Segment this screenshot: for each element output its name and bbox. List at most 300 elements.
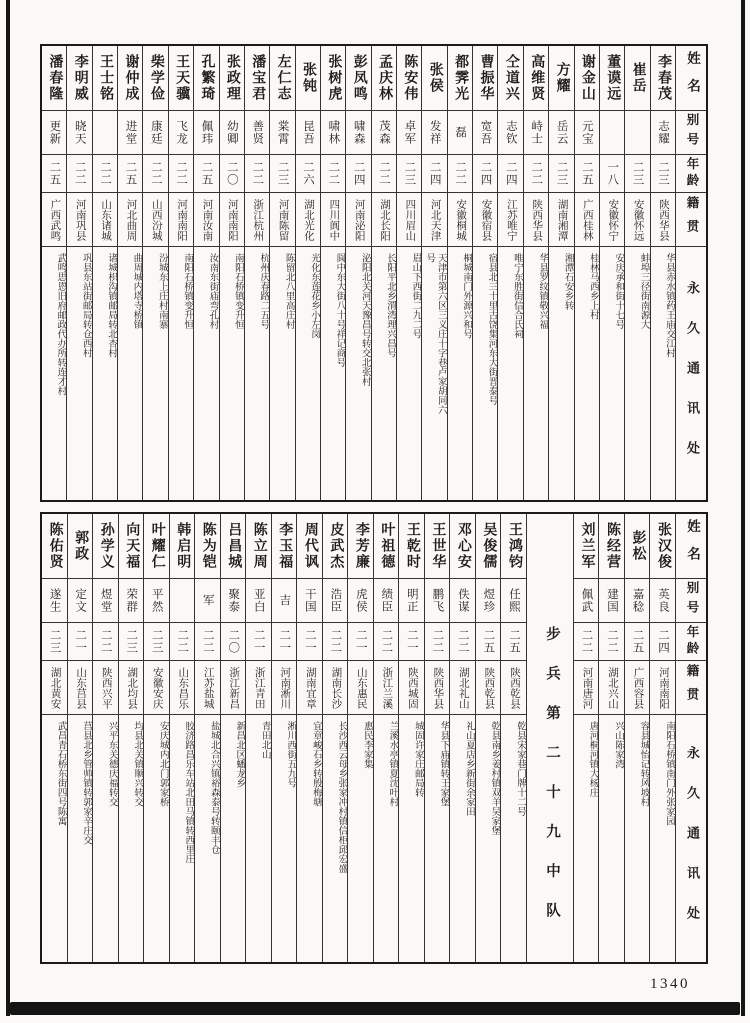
person-column: [574, 46, 599, 500]
person-name: 陈为铠: [200, 522, 216, 570]
person-age: 二五: [194, 154, 218, 192]
person-column: [194, 514, 220, 962]
person-origin: 安徽怀远: [625, 192, 649, 246]
person-age: 二三: [397, 154, 421, 192]
person-age: 二一: [272, 622, 297, 660]
person-column: [245, 514, 271, 962]
person-age: 二三: [270, 154, 294, 192]
person-address-text: 长阳平北乡渭湾理兴昌号: [385, 253, 396, 358]
person-address: [450, 714, 475, 962]
header-name-label: 姓名: [685, 50, 700, 106]
header-origin-label: 籍贯: [676, 660, 706, 714]
person-alias: 峙士: [524, 110, 548, 154]
person-age: 二四: [346, 154, 370, 192]
person-name: 高维贤: [529, 54, 545, 102]
person-origin: 浙江兰溪: [374, 660, 399, 714]
header-address-label: 永久通讯处: [676, 714, 706, 962]
person-address: [473, 246, 497, 500]
person-age: 二二: [450, 622, 475, 660]
person-name: 都霁光: [453, 54, 469, 102]
person-name: 董谟远: [605, 54, 621, 102]
person-address: [599, 714, 624, 962]
person-address-text: 南阳石桥镇变升恒: [232, 253, 243, 329]
person-address: [118, 246, 142, 500]
person-address: [321, 246, 345, 500]
person-column: [447, 46, 472, 500]
header-column: [675, 46, 706, 500]
person-column: [398, 514, 424, 962]
person-column: [92, 46, 117, 500]
person-column: [371, 46, 396, 500]
person-column: [269, 46, 294, 500]
person-address: [448, 246, 472, 500]
person-alias: 飞龙: [169, 110, 193, 154]
person-origin: 湖北均县: [119, 660, 144, 714]
person-origin: 山东莒县: [68, 660, 93, 714]
person-age: 二二: [67, 154, 91, 192]
person-name: 李玉福: [277, 522, 293, 570]
person-name: 李春茂: [656, 54, 671, 102]
person-origin: 陕西乾县: [476, 660, 501, 714]
person-origin: 河南泌阳: [346, 192, 370, 246]
person-column: [472, 46, 497, 500]
person-address: [575, 246, 599, 500]
person-name: 王天骥: [174, 54, 190, 102]
person-origin: 浙江杭州: [245, 192, 269, 246]
person-name: 陈佑贤: [47, 522, 63, 570]
person-address-text: 青田北山: [259, 721, 270, 759]
person-address-text: 盐城北合兴镇裕森泰号转颐丰仓: [208, 721, 219, 854]
person-column: [118, 514, 144, 962]
person-column: [271, 514, 297, 962]
person-address: [296, 246, 320, 500]
person-alias: 幼卿: [220, 110, 244, 154]
person-address-text: 华县赤水镇药王庙交江村: [664, 253, 674, 358]
person-alias: 宽吾: [473, 110, 497, 154]
person-address: [297, 714, 322, 962]
person-name: 彭松: [630, 530, 646, 562]
person-column: [142, 46, 167, 500]
person-age: 二四: [498, 154, 522, 192]
person-alias: 鹏飞: [425, 578, 450, 622]
person-address: [195, 714, 220, 962]
person-origin: 江苏唯宁: [498, 192, 522, 246]
person-alias: 卓军: [397, 110, 421, 154]
person-age: 二二: [321, 154, 345, 192]
person-name: 郭政: [73, 530, 89, 562]
person-column: [449, 514, 475, 962]
person-address: [397, 246, 421, 500]
person-alias: [625, 110, 649, 154]
person-column: [92, 514, 118, 962]
person-origin: 河北曲周: [118, 192, 142, 246]
person-column: [424, 514, 450, 962]
person-address: [524, 246, 548, 500]
person-name: 曹振华: [478, 54, 494, 102]
person-address-text: 均县北关镇顺兴转交: [132, 721, 143, 807]
person-address: [220, 246, 244, 500]
person-address: [194, 246, 218, 500]
person-column: [66, 46, 91, 500]
person-address: [323, 714, 348, 962]
person-origin: 浙江青田: [246, 660, 271, 714]
person-name: 刘兰军: [579, 522, 595, 570]
person-address: [143, 246, 167, 500]
person-age: 二二: [323, 622, 348, 660]
person-name: 张钝: [300, 62, 316, 94]
scan-edge-bottom: [10, 1002, 740, 1015]
person-age: 二二: [425, 622, 450, 660]
person-name: 张树虎: [326, 54, 342, 102]
person-address-text: 安庆承和街十七号: [613, 253, 624, 329]
person-name: 叶祖德: [379, 522, 395, 570]
person-age: 二一: [297, 622, 322, 660]
person-origin: 河南南阳: [650, 660, 675, 714]
person-address: [651, 246, 675, 500]
person-alias: 晓天: [67, 110, 91, 154]
person-origin: 湖南长沙: [323, 660, 348, 714]
person-address-text: 武鸣思恩旧府邮政代办所转连才村: [55, 253, 66, 396]
person-address-text: 兴平东关德庆福转交: [106, 721, 117, 807]
person-column: [169, 514, 195, 962]
person-address-text: 南阳石桥镇南门外张家园: [664, 721, 674, 826]
person-name: 孙学义: [98, 522, 114, 570]
person-address: [348, 714, 373, 962]
person-name: 邓心安: [455, 522, 471, 570]
person-alias: 进堂: [118, 110, 142, 154]
person-name: 张汉俊: [656, 522, 671, 570]
person-name: 张侯: [427, 62, 443, 94]
person-address: [144, 714, 169, 962]
person-alias: [600, 110, 624, 154]
person-age: 二三: [651, 154, 675, 192]
person-name: 陈经营: [604, 522, 620, 570]
person-address-text: 城固许家庄邮局转: [412, 721, 423, 797]
person-column: [599, 46, 624, 500]
person-origin: 陕西城固: [399, 660, 424, 714]
person-address: [221, 714, 246, 962]
person-name: 叶耀仁: [149, 522, 165, 570]
person-address: [625, 246, 649, 500]
person-age: 二三: [549, 154, 573, 192]
person-address: [650, 714, 675, 962]
person-address-text: 泌阳北关河天豫昌号转交北张村: [359, 253, 370, 386]
person-address-text: 惠民李家集: [361, 721, 372, 769]
person-name: 左仁志: [275, 54, 291, 102]
person-age: 二三: [42, 622, 67, 660]
person-origin: 河南南阳: [169, 192, 193, 246]
person-origin: 山东昌乐: [170, 660, 195, 714]
person-column: [373, 514, 399, 962]
person-age: 二五: [625, 622, 650, 660]
person-alias: 昆吾: [296, 110, 320, 154]
person-origin: 湖北兴山: [599, 660, 624, 714]
person-address-text: 蚌埠三径街南源大: [638, 253, 649, 329]
person-alias: 建国: [599, 578, 624, 622]
person-column: [244, 46, 269, 500]
roster-table-top: [40, 44, 708, 502]
person-column: [193, 46, 218, 500]
person-name: 潘宝君: [250, 54, 266, 102]
person-alias: 嘉稔: [625, 578, 650, 622]
person-age: 二五: [42, 154, 66, 192]
person-age: 二二: [169, 154, 193, 192]
person-column: [143, 514, 169, 962]
person-column: [42, 514, 67, 962]
person-origin: 四川眉山: [397, 192, 421, 246]
person-origin: 湖南宜章: [297, 660, 322, 714]
person-age: 二二: [524, 154, 548, 192]
person-alias: 康廷: [143, 110, 167, 154]
person-address: [422, 246, 446, 500]
person-column: [396, 46, 421, 500]
person-address: [119, 714, 144, 962]
person-address: [346, 246, 370, 500]
person-address: [170, 714, 195, 962]
person-name: 谢金山: [579, 54, 595, 102]
person-alias: 任熙: [501, 578, 526, 622]
person-name: 李明威: [72, 54, 88, 102]
roster-table-bottom: [40, 512, 708, 964]
person-name: 韩启明: [175, 522, 191, 570]
person-origin: 山东诸城: [93, 192, 117, 246]
person-alias: 元宝: [575, 110, 599, 154]
person-address: [549, 246, 573, 500]
person-address-text: 天津市第六区三义庄十字巷卢家胡同六号: [424, 253, 446, 415]
person-alias: 善贤: [245, 110, 269, 154]
person-column: [320, 46, 345, 500]
person-address-text: 礼山夏店乡新街余家田: [463, 721, 474, 816]
person-age: 二〇: [220, 154, 244, 192]
person-column: [650, 46, 675, 500]
person-alias: 平然: [144, 578, 169, 622]
person-address-text: 巩县东站街邮局转仓西村: [80, 253, 91, 358]
person-alias: 定文: [68, 578, 93, 622]
person-column: [295, 46, 320, 500]
person-origin: 湖北长阳: [372, 192, 396, 246]
person-age: 二四: [473, 154, 497, 192]
person-origin: 湖北黄安: [42, 660, 67, 714]
page-number: 1340: [650, 976, 690, 992]
person-age: 二五: [575, 154, 599, 192]
person-address: [574, 714, 599, 962]
person-name: 谢仲成: [123, 54, 139, 102]
person-address: [399, 714, 424, 962]
person-origin: 安徽宿县: [473, 192, 497, 246]
person-column: [548, 46, 573, 500]
person-address-text: 胶济路昌乐车站北田马镇转西里庄: [183, 721, 194, 864]
person-name: 王士铭: [98, 54, 114, 102]
person-origin: 陕西兴平: [93, 660, 118, 714]
person-column: [624, 46, 649, 500]
person-alias: 啸林: [321, 110, 345, 154]
person-age: 二五: [118, 154, 142, 192]
person-alias: 绩臣: [374, 578, 399, 622]
person-origin: 山西汾城: [143, 192, 167, 246]
person-age: 二二: [170, 622, 195, 660]
person-alias: 煜堂: [93, 578, 118, 622]
person-name: 王鸿钧: [506, 522, 522, 570]
person-origin: 安徽桐城: [448, 192, 472, 246]
person-column: [345, 46, 370, 500]
person-address-text: 宜章峻石乡转殷梅塘: [310, 721, 321, 807]
person-address: [372, 246, 396, 500]
person-alias: 煜珍: [476, 578, 501, 622]
person-name: 陈立周: [251, 522, 267, 570]
person-origin: 陕西华县: [425, 660, 450, 714]
person-address: [93, 714, 118, 962]
person-name: 潘春隆: [47, 54, 63, 102]
person-alias: 茂森: [372, 110, 396, 154]
person-name: 陈安伟: [402, 54, 418, 102]
person-alias: 佩武: [574, 578, 599, 622]
person-name: 彭凤鸣: [351, 54, 367, 102]
person-address-text: 宿县北三十里古饶集河东大街晋泰号: [486, 253, 497, 405]
person-address: [93, 246, 117, 500]
person-alias: 磊: [448, 110, 472, 154]
header-address-label: 永久通讯处: [676, 246, 706, 500]
person-alias: 佚谋: [450, 578, 475, 622]
person-address-text: 唐河桐河镇大杨庄: [587, 721, 598, 797]
person-column: [497, 46, 522, 500]
person-alias: 佩玮: [194, 110, 218, 154]
person-age: 二六: [296, 154, 320, 192]
person-age: 二二: [374, 622, 399, 660]
person-age: 二一: [68, 622, 93, 660]
person-address-text: 安庆城内北门郭家桥: [157, 721, 168, 807]
person-address: [246, 714, 271, 962]
person-column: [220, 514, 246, 962]
person-origin: 江苏盐城: [195, 660, 220, 714]
person-address-text: 兰溪水亭镇夏沈叶村: [387, 721, 398, 807]
person-address: [245, 246, 269, 500]
person-alias: 明正: [399, 578, 424, 622]
person-address-text: 诸城枳沟镇邮局转北杏村: [106, 253, 117, 358]
person-address-text: 乾县宋家巷门牌十二号: [514, 721, 525, 816]
person-address-text: 华县罗纹镇敬兴福: [537, 253, 548, 329]
person-alias: 志耀: [651, 110, 675, 154]
person-origin: 湖南湘潭: [549, 192, 573, 246]
person-address-text: 华县下庙镇转王家堡: [438, 721, 449, 807]
person-alias: 军: [195, 578, 220, 622]
person-origin: 河南陈留: [270, 192, 294, 246]
person-alias: 英良: [650, 578, 675, 622]
person-address-text: 陈留北八里高庄村: [283, 253, 294, 329]
person-alias: 吉: [272, 578, 297, 622]
person-name: 孔繁琦: [199, 54, 215, 102]
person-column: [523, 46, 548, 500]
header-age-label: 年龄: [676, 622, 706, 660]
person-name: 吴俊儒: [481, 522, 497, 570]
person-alias: 亚白: [246, 578, 271, 622]
person-column: [421, 46, 446, 500]
person-column: [42, 46, 66, 500]
person-name: 王世华: [430, 522, 446, 570]
person-address: [67, 246, 91, 500]
person-column: [475, 514, 501, 962]
person-age: 二二: [195, 622, 220, 660]
person-origin: 河南唐河: [574, 660, 599, 714]
person-column: [347, 514, 373, 962]
person-alias: 浩臣: [323, 578, 348, 622]
person-address: [476, 714, 501, 962]
person-address-text: 长沙西云母乡张家冲村镇信柜邱宏盛: [336, 721, 347, 873]
person-name: 皮武杰: [328, 522, 344, 570]
person-address: [272, 714, 297, 962]
person-name: 向天福: [124, 522, 140, 570]
person-address-text: 桂林马西乡上村: [587, 253, 598, 320]
person-origin: 陕西华县: [651, 192, 675, 246]
header-alias-label: 别号: [676, 578, 706, 622]
person-age: 二二: [93, 154, 117, 192]
person-address: [498, 246, 522, 500]
person-address-text: 汝南东街庙弯孔村: [207, 253, 218, 329]
person-address: [600, 246, 624, 500]
person-alias: 发祥: [422, 110, 446, 154]
person-origin: 河南汝南: [194, 192, 218, 246]
person-address-text: 兴山陈家湾: [612, 721, 623, 769]
person-address-text: 光化东莲花乡小左岗: [308, 253, 319, 339]
person-age: 二二: [143, 154, 167, 192]
person-age: 二一: [399, 622, 424, 660]
person-name: 吕昌城: [226, 522, 242, 570]
person-column: [117, 46, 142, 500]
person-alias: [93, 110, 117, 154]
header-column: [675, 514, 706, 962]
scan-edge-right: [741, 0, 745, 1016]
person-origin: 河北天津: [422, 192, 446, 246]
person-alias: 志钦: [498, 110, 522, 154]
person-name: 张政理: [224, 54, 240, 102]
person-alias: 岳云: [549, 110, 573, 154]
person-alias: [170, 578, 195, 622]
person-address-text: 莒县北乡管帅镇转郭家辛庄交: [81, 721, 92, 845]
person-column: [573, 514, 599, 962]
person-address-text: 桐城南门外源兴和号: [461, 253, 472, 339]
person-address: [270, 246, 294, 500]
person-address: [625, 714, 650, 962]
scan-edge-left: [6, 0, 10, 1016]
person-origin: 湖北光化: [296, 192, 320, 246]
person-address: [425, 714, 450, 962]
person-age: 二三: [625, 154, 649, 192]
person-column: [219, 46, 244, 500]
person-age: 二〇: [221, 622, 246, 660]
person-column: [624, 514, 650, 962]
person-origin: 广西武鸣: [42, 192, 66, 246]
header-name-label: 姓名: [685, 518, 700, 574]
person-alias: 虎侯: [348, 578, 373, 622]
person-age: 二二: [599, 622, 624, 660]
person-address: [68, 714, 93, 962]
person-alias: 棠霄: [270, 110, 294, 154]
unit-divider-column: [526, 514, 573, 962]
person-column: [67, 514, 93, 962]
person-origin: 湖北礼山: [450, 660, 475, 714]
person-age: 二五: [501, 622, 526, 660]
person-age: 二一: [246, 622, 271, 660]
person-address-text: 新昌北区蟠龙乡: [234, 721, 245, 788]
person-age: 一八: [600, 154, 624, 192]
person-address-text: 武昌青石桥东街四号陈寓: [55, 721, 66, 826]
person-address: [501, 714, 526, 962]
header-alias-label: 别号: [676, 110, 706, 154]
person-origin: 浙江新昌: [221, 660, 246, 714]
person-address-text: 杭州庆春路二五号: [258, 253, 269, 329]
person-origin: 河南南阳: [220, 192, 244, 246]
person-address: [42, 714, 67, 962]
person-address-text: 汾城东上庄村南寨: [156, 253, 167, 329]
